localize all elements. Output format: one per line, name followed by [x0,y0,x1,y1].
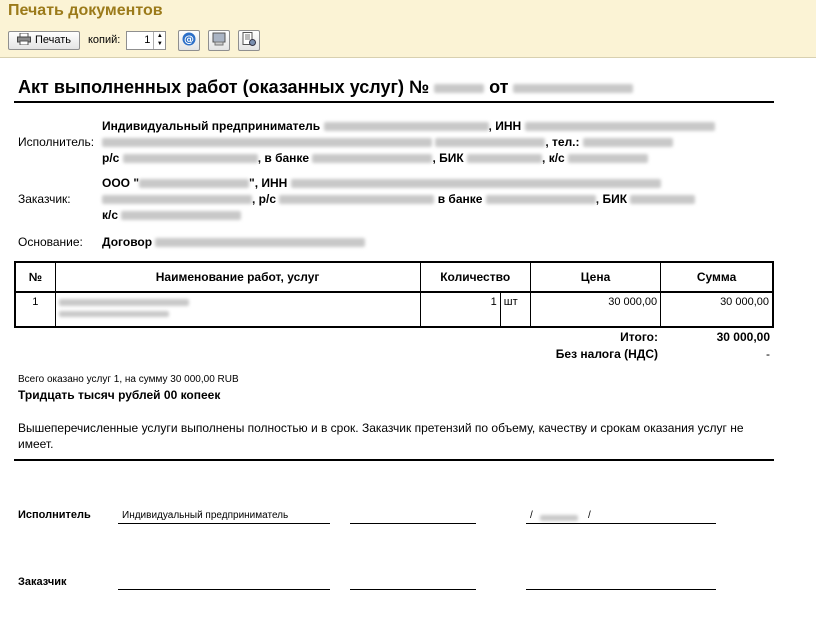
executor-type: Индивидуальный предприниматель [102,119,321,133]
total-label: Итого: [620,330,658,344]
print-button-label: Печать [34,34,72,46]
customer-sign-label: Заказчик [18,576,67,588]
executor-rs-label: р/с [102,151,120,165]
customer-name-line [526,589,716,590]
page-settings-icon [242,32,256,49]
preview-icon [212,32,226,49]
copies-stepper[interactable] [126,31,166,50]
stepper-up-icon[interactable]: ▲ [156,32,163,39]
customer-label: Заказчик: [18,192,71,206]
acceptance-statement: Вышеперечисленные услуги выполнены полностью и в срок. Заказчик претензий по объему, качеству и срокам оказания услуг не имеет. [18,421,744,451]
executor-ks-label: , к/с [542,151,565,165]
basis-value [102,234,762,250]
executor-sign-label: Исполнитель [18,509,91,521]
executor-name-open: / [530,510,533,521]
customer-title-line [118,589,330,590]
executor-inn-label: , ИНН [488,119,522,133]
executor-sign-title: Индивидуальный предприниматель [122,510,289,521]
executor-title-line [118,523,330,524]
document-title-text: Акт выполненных работ (оказанных услуг) № [18,77,430,97]
document-page [0,57,816,630]
page-settings-button[interactable] [238,30,260,51]
row-price: 30 000,00 [530,292,660,327]
executor-name-close: / [588,510,591,521]
executor-bank-label: , в банке [257,151,310,165]
col-price: Цена [530,262,660,292]
customer-bank-label: в банке [437,192,483,206]
document-title-from: от [489,77,509,97]
stepper-down-icon[interactable]: ▼ [156,41,163,47]
printer-icon [17,33,31,48]
services-table [14,261,774,328]
copies-label: копий: [88,34,121,46]
copies-value[interactable]: 1 [144,33,151,46]
customer-org-type: ООО " [102,176,140,190]
print-button[interactable] [8,31,80,50]
customer-details [102,175,762,223]
email-button[interactable] [178,30,200,51]
table-row [15,292,773,327]
row-qty: 1 [420,292,500,327]
col-name: Наименование работ, услуг [55,262,420,292]
document-title [18,77,633,98]
email-icon [182,32,196,49]
executor-name-line [526,523,716,524]
executor-tel-label: , тел.: [545,135,580,149]
customer-bik-label: , БИК [595,192,628,206]
basis-label: Основание: [18,235,83,249]
svg-text:@: @ [184,34,195,45]
amount-in-words: Тридцать тысяч рублей 00 копеек [18,388,221,402]
executor-label: Исполнитель: [18,135,95,149]
window-title: Печать документов [8,2,163,19]
row-sum: 30 000,00 [661,292,773,327]
row-unit: шт [500,292,530,327]
basis-text: Договор [102,235,153,249]
col-qty: Количество [420,262,530,292]
col-num: № [15,262,55,292]
total-value: 30 000,00 [716,330,770,344]
customer-rs-label: , р/с [252,192,277,206]
title-underline [14,101,774,103]
row-num: 1 [15,292,55,327]
vat-value: - [766,347,770,361]
row-name [55,292,420,327]
preview-button[interactable] [208,30,230,51]
executor-bik-label: , БИК [432,151,464,165]
col-sum: Сумма [661,262,773,292]
table-header [15,262,773,292]
toolbar [8,28,260,52]
summary-line: Всего оказано услуг 1, на сумму 30 000,00 RUB [18,374,239,385]
customer-inn-label: ", ИНН [249,176,288,190]
vat-label: Без налога (НДС) [555,347,658,361]
statement-underline [14,459,774,461]
customer-signature-line [350,589,476,590]
executor-details [102,118,762,166]
customer-ks-label: к/с [102,208,119,222]
executor-signature-line [350,523,476,524]
